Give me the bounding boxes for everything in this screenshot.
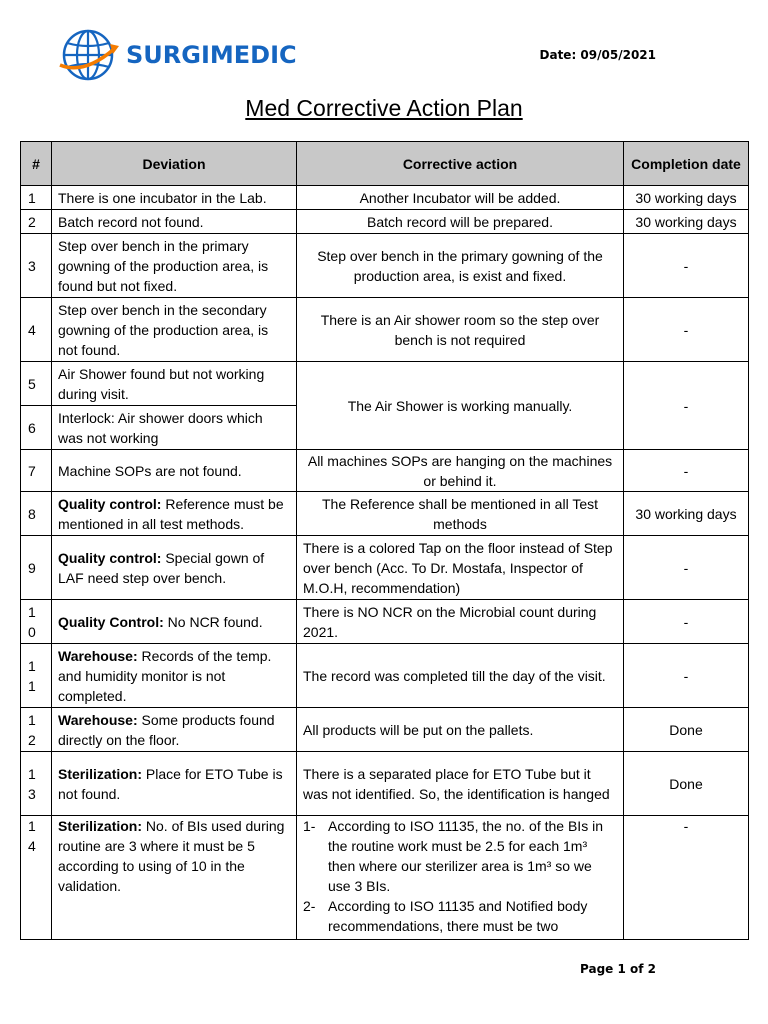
corrective-action-list [303,816,617,936]
table-row [21,536,749,600]
table-row [21,210,749,234]
row-number: 4 [21,298,52,362]
deviation-cell: Step over bench in the primary gowning of the production area, is found but not fixed. [52,234,297,298]
row-number: 1 0 [21,600,52,644]
row-number: 6 [21,406,52,450]
row-number: 1 [21,186,52,210]
globe-logo-icon [58,27,120,83]
deviation-cell [52,752,297,816]
deviation-category: Sterilization: [58,818,143,834]
table-row [21,708,749,752]
corrective-action-cell: The Reference shall be mentioned in all Test methods [297,492,624,536]
table-header-row [21,142,749,186]
completion-date-cell: - [624,600,749,644]
table-row [21,362,749,406]
deviation-cell [52,644,297,708]
column-header-completion-date: Completion date [624,142,749,186]
completion-date-cell: 30 working days [624,186,749,210]
row-number: 7 [21,450,52,492]
deviation-cell: Air Shower found but not working during visit. [52,362,297,406]
corrective-action-cell: The record was completed till the day of the visit. [297,644,624,708]
deviation-cell: Step over bench in the secondary gowning of the production area, is not found. [52,298,297,362]
completion-date-cell: - [624,298,749,362]
page-title: Med Corrective Action Plan [245,95,523,121]
deviation-text: Special gown of LAF need step over bench. [58,549,265,586]
corrective-action-cell: There is a colored Tap on the floor instead of Step over bench (Acc. To Dr. Mostafa, Inspector of M.O.H, recommendation) [297,536,624,600]
row-number: 1 1 [21,644,52,708]
list-item: 2- According to ISO 11135 and Notified body recommendations, there must be two [303,898,588,934]
table-row [21,234,749,298]
corrective-action-cell: Another Incubator will be added. [297,186,624,210]
corrective-action-cell: Batch record will be prepared. [297,210,624,234]
deviation-cell: Interlock: Air shower doors which was not working [52,406,297,450]
row-number: 1 2 [21,708,52,752]
deviation-text: Place for ETO Tube is not found. [58,765,283,802]
corrective-action-cell [297,816,624,940]
corrective-action-table [20,141,749,940]
deviation-cell: Batch record not found. [52,210,297,234]
table-row [21,644,749,708]
table-row [21,492,749,536]
completion-date-cell: - [624,536,749,600]
deviation-category: Warehouse: [58,711,138,728]
deviation-category: Warehouse: [58,647,138,664]
row-number: 1 4 [21,816,52,940]
column-header-deviation: Deviation [52,142,297,186]
deviation-cell [52,492,297,536]
row-number: 5 [21,362,52,406]
corrective-action-cell: There is an Air shower room so the step over bench is not required [297,298,624,362]
corrective-action-cell: There is NO NCR on the Microbial count during 2021. [297,600,624,644]
row-number: 2 [21,210,52,234]
deviation-text: Reference must be mentioned in all test methods. [58,495,284,532]
deviation-cell: Machine SOPs are not found. [52,450,297,492]
deviation-category: Sterilization: [58,765,143,782]
completion-date-cell: Done [624,708,749,752]
table-row [21,186,749,210]
table-row [21,298,749,362]
completion-date-cell: 30 working days [624,492,749,536]
table-row [21,450,749,492]
completion-date-cell: Done [624,752,749,816]
completion-date-cell: - [624,450,749,492]
deviation-cell: There is one incubator in the Lab. [52,186,297,210]
deviation-text: No NCR found. [163,613,263,630]
table-row [21,816,749,940]
list-item: 1- According to ISO 11135, the no. of the BIs in the routine work must be 2.5 for each 1m³ then where our sterilizer area is 1m³ so we use 3 BIs. [303,818,603,894]
completion-date-cell: - [624,234,749,298]
corrective-action-cell: All machines SOPs are hanging on the machines or behind it. [297,450,624,492]
completion-date-cell: - [624,644,749,708]
row-number: 3 [21,234,52,298]
deviation-text: Records of the temp. and humidity monitor is not completed. [58,647,272,704]
completion-date-cell: 30 working days [624,210,749,234]
row-number: 1 3 [21,752,52,816]
completion-date-cell: - [624,816,749,940]
company-logo [58,26,297,84]
completion-date-cell: - [624,362,749,450]
page-number: Page 1 of 2 [580,962,656,976]
deviation-category: Quality control: [58,495,162,512]
row-number: 9 [21,536,52,600]
deviation-text: Some products found directly on the floor. [58,711,275,748]
deviation-category: Quality control: [58,549,162,566]
corrective-action-cell: There is a separated place for ETO Tube but it was not identified. So, the identification is hanged [297,752,624,816]
row-number: 8 [21,492,52,536]
table-row [21,752,749,816]
document-date: Date: 09/05/2021 [539,48,656,62]
brand-name: SURGIMEDIC [126,41,297,69]
corrective-action-cell: All products will be put on the pallets. [297,708,624,752]
deviation-category: Quality Control: [58,613,164,630]
table-row [21,600,749,644]
deviation-text: No. of BIs used during routine are 3 where it must be 5 according to using of 10 in the validation. [58,818,285,894]
column-header-number: # [21,142,52,186]
corrective-action-cell: The Air Shower is working manually. [297,362,624,450]
deviation-cell [52,600,297,644]
deviation-cell [52,708,297,752]
deviation-cell [52,816,297,940]
column-header-corrective-action: Corrective action [297,142,624,186]
deviation-cell [52,536,297,600]
corrective-action-cell: Step over bench in the primary gowning of the production area, is exist and fixed. [297,234,624,298]
